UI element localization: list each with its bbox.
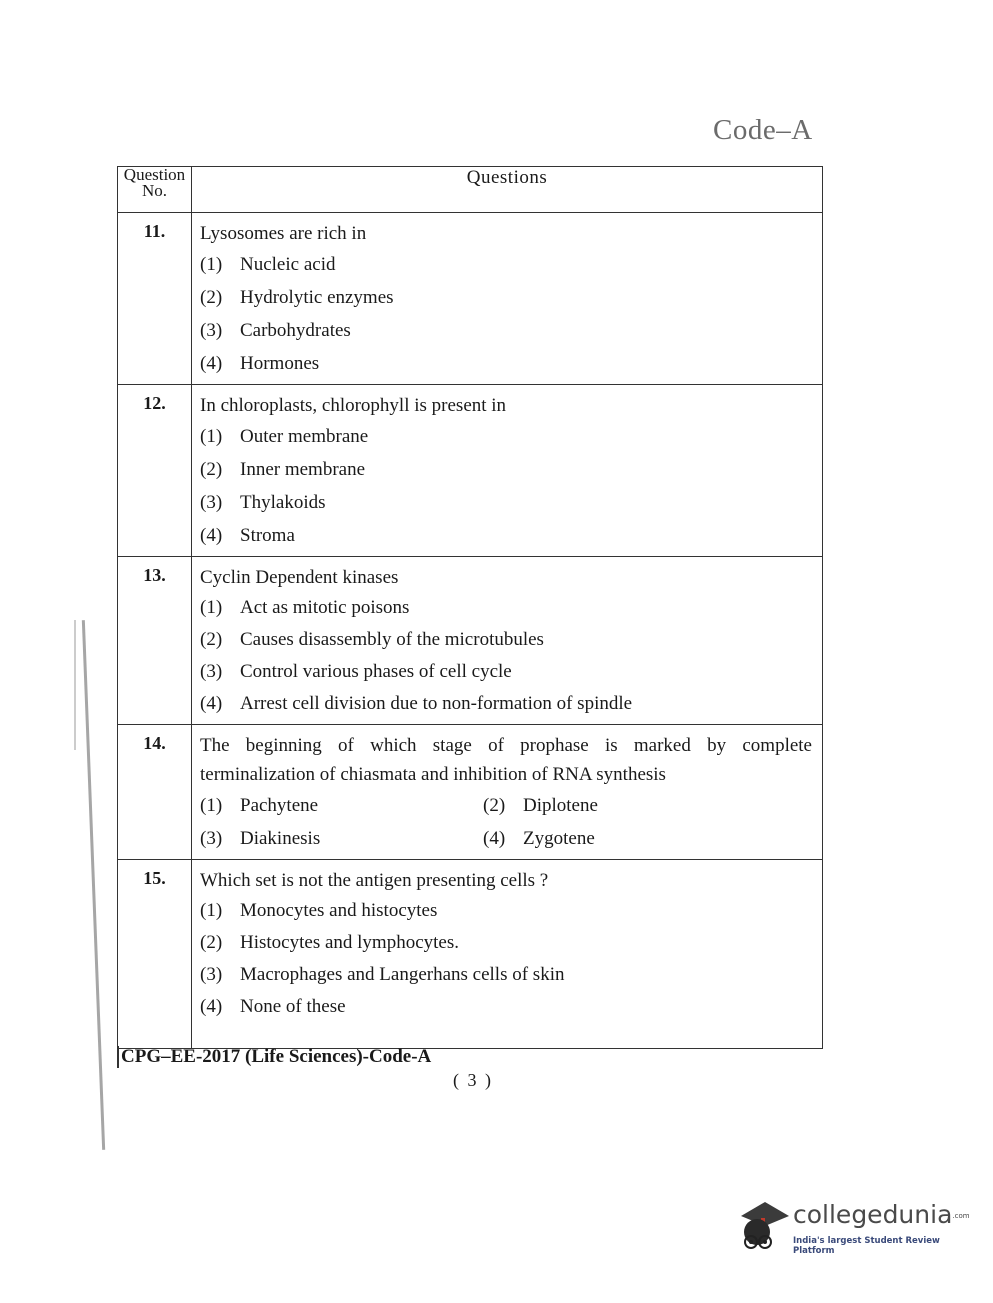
collegedunia-watermark [735, 1196, 970, 1256]
mascot-icon [735, 1196, 791, 1256]
option-number: (3) [200, 964, 223, 985]
option-text: Act as mitotic poisons [240, 597, 410, 618]
option-number: (1) [200, 795, 223, 816]
option [483, 822, 812, 855]
option-number: (4) [483, 828, 506, 849]
option-number: (1) [200, 900, 223, 921]
question-row [118, 385, 823, 557]
option-number: (4) [200, 525, 223, 546]
question-stem: The beginning of which stage of prophase is marked by complete terminalization of chiasmata and inhibition of RNA synthesis [200, 735, 812, 785]
option-number: (2) [200, 459, 223, 480]
question-body [192, 557, 823, 725]
option-text: Diplotene [523, 795, 598, 816]
option [200, 822, 483, 855]
option-text: Stroma [240, 525, 295, 546]
option-text: Causes disassembly of the microtubules [240, 629, 544, 650]
question-row [118, 860, 823, 1049]
option-number: (2) [200, 287, 223, 308]
question-body [192, 860, 823, 1049]
question-row [118, 557, 823, 725]
option-number: (4) [200, 996, 223, 1017]
option-text: Outer membrane [240, 426, 369, 447]
option [200, 959, 812, 991]
question-body [192, 725, 823, 860]
question-body [192, 213, 823, 385]
question-stem: Which set is not the antigen presenting cells ? [200, 870, 549, 891]
option-text: Thylakoids [240, 492, 326, 513]
option [200, 688, 812, 720]
option-number: (3) [200, 320, 223, 341]
option-text: Diakinesis [240, 828, 321, 849]
option-text: Macrophages and Langerhans cells of skin [240, 964, 565, 985]
question-no-header-line2: No. [141, 181, 168, 200]
question-row [118, 213, 823, 385]
scan-artifact-line [82, 620, 105, 1150]
brand-tagline: India's largest Student Review Platform [793, 1236, 940, 1256]
question-number: 13. [118, 557, 192, 725]
brand-name: collegedunia.com [793, 1200, 970, 1229]
option [200, 592, 812, 624]
question-row [118, 725, 823, 860]
questions-table [117, 166, 823, 1049]
question-stem: In chloroplasts, chlorophyll is present in [200, 395, 507, 416]
paper-footer: CPG–EE-2017 (Life Sciences)-Code-A [117, 1046, 431, 1068]
paper-code: Code–A [713, 114, 813, 146]
option-text: Monocytes and histocytes [240, 900, 438, 921]
question-number: 15. [118, 860, 192, 1049]
option-text: Hormones [240, 353, 320, 374]
option [200, 248, 812, 281]
option [200, 927, 812, 959]
option-number: (1) [200, 597, 223, 618]
scan-artifact-line [74, 620, 76, 750]
option [200, 314, 812, 347]
brand-suffix: .com [952, 1212, 970, 1220]
option-number: (4) [200, 693, 223, 714]
option-text: Histocytes and lymphocytes. [240, 932, 459, 953]
option [200, 486, 812, 519]
option-text: None of these [240, 996, 346, 1017]
option [200, 624, 812, 656]
option [200, 656, 812, 688]
option-text: Nucleic acid [240, 254, 336, 275]
option-number: (3) [200, 828, 223, 849]
option [200, 420, 812, 453]
option-number: (2) [200, 932, 223, 953]
questions-header: Questions [192, 167, 823, 213]
option-text: Control various phases of cell cycle [240, 661, 512, 682]
option-text: Inner membrane [240, 459, 366, 480]
page-number: ( 3 ) [453, 1070, 493, 1090]
option [200, 519, 812, 552]
option [200, 895, 812, 927]
option-text: Zygotene [523, 828, 595, 849]
option-text: Carbohydrates [240, 320, 351, 341]
options-grid [200, 789, 812, 855]
option-number: (1) [200, 426, 223, 447]
question-number: 11. [118, 213, 192, 385]
option-text: Hydrolytic enzymes [240, 287, 394, 308]
question-no-header [118, 167, 192, 213]
option-number: (2) [200, 629, 223, 650]
option-text: Pachytene [240, 795, 319, 816]
question-number: 14. [118, 725, 192, 860]
option [200, 281, 812, 314]
question-stem: Lysosomes are rich in [200, 223, 367, 244]
option-text: Arrest cell division due to non-formation of spindle [240, 693, 633, 714]
option-number: (2) [483, 795, 506, 816]
option-number: (3) [200, 661, 223, 682]
option-number: (1) [200, 254, 223, 275]
question-body [192, 385, 823, 557]
option [200, 347, 812, 380]
table-header-row [118, 167, 823, 213]
option-number: (3) [200, 492, 223, 513]
option [483, 789, 812, 822]
option [200, 991, 812, 1023]
option [200, 453, 812, 486]
question-stem: Cyclin Dependent kinases [200, 567, 399, 588]
question-number: 12. [118, 385, 192, 557]
question-no-header-line1: Question [123, 165, 186, 184]
option-number: (4) [200, 353, 223, 374]
option [200, 789, 483, 822]
